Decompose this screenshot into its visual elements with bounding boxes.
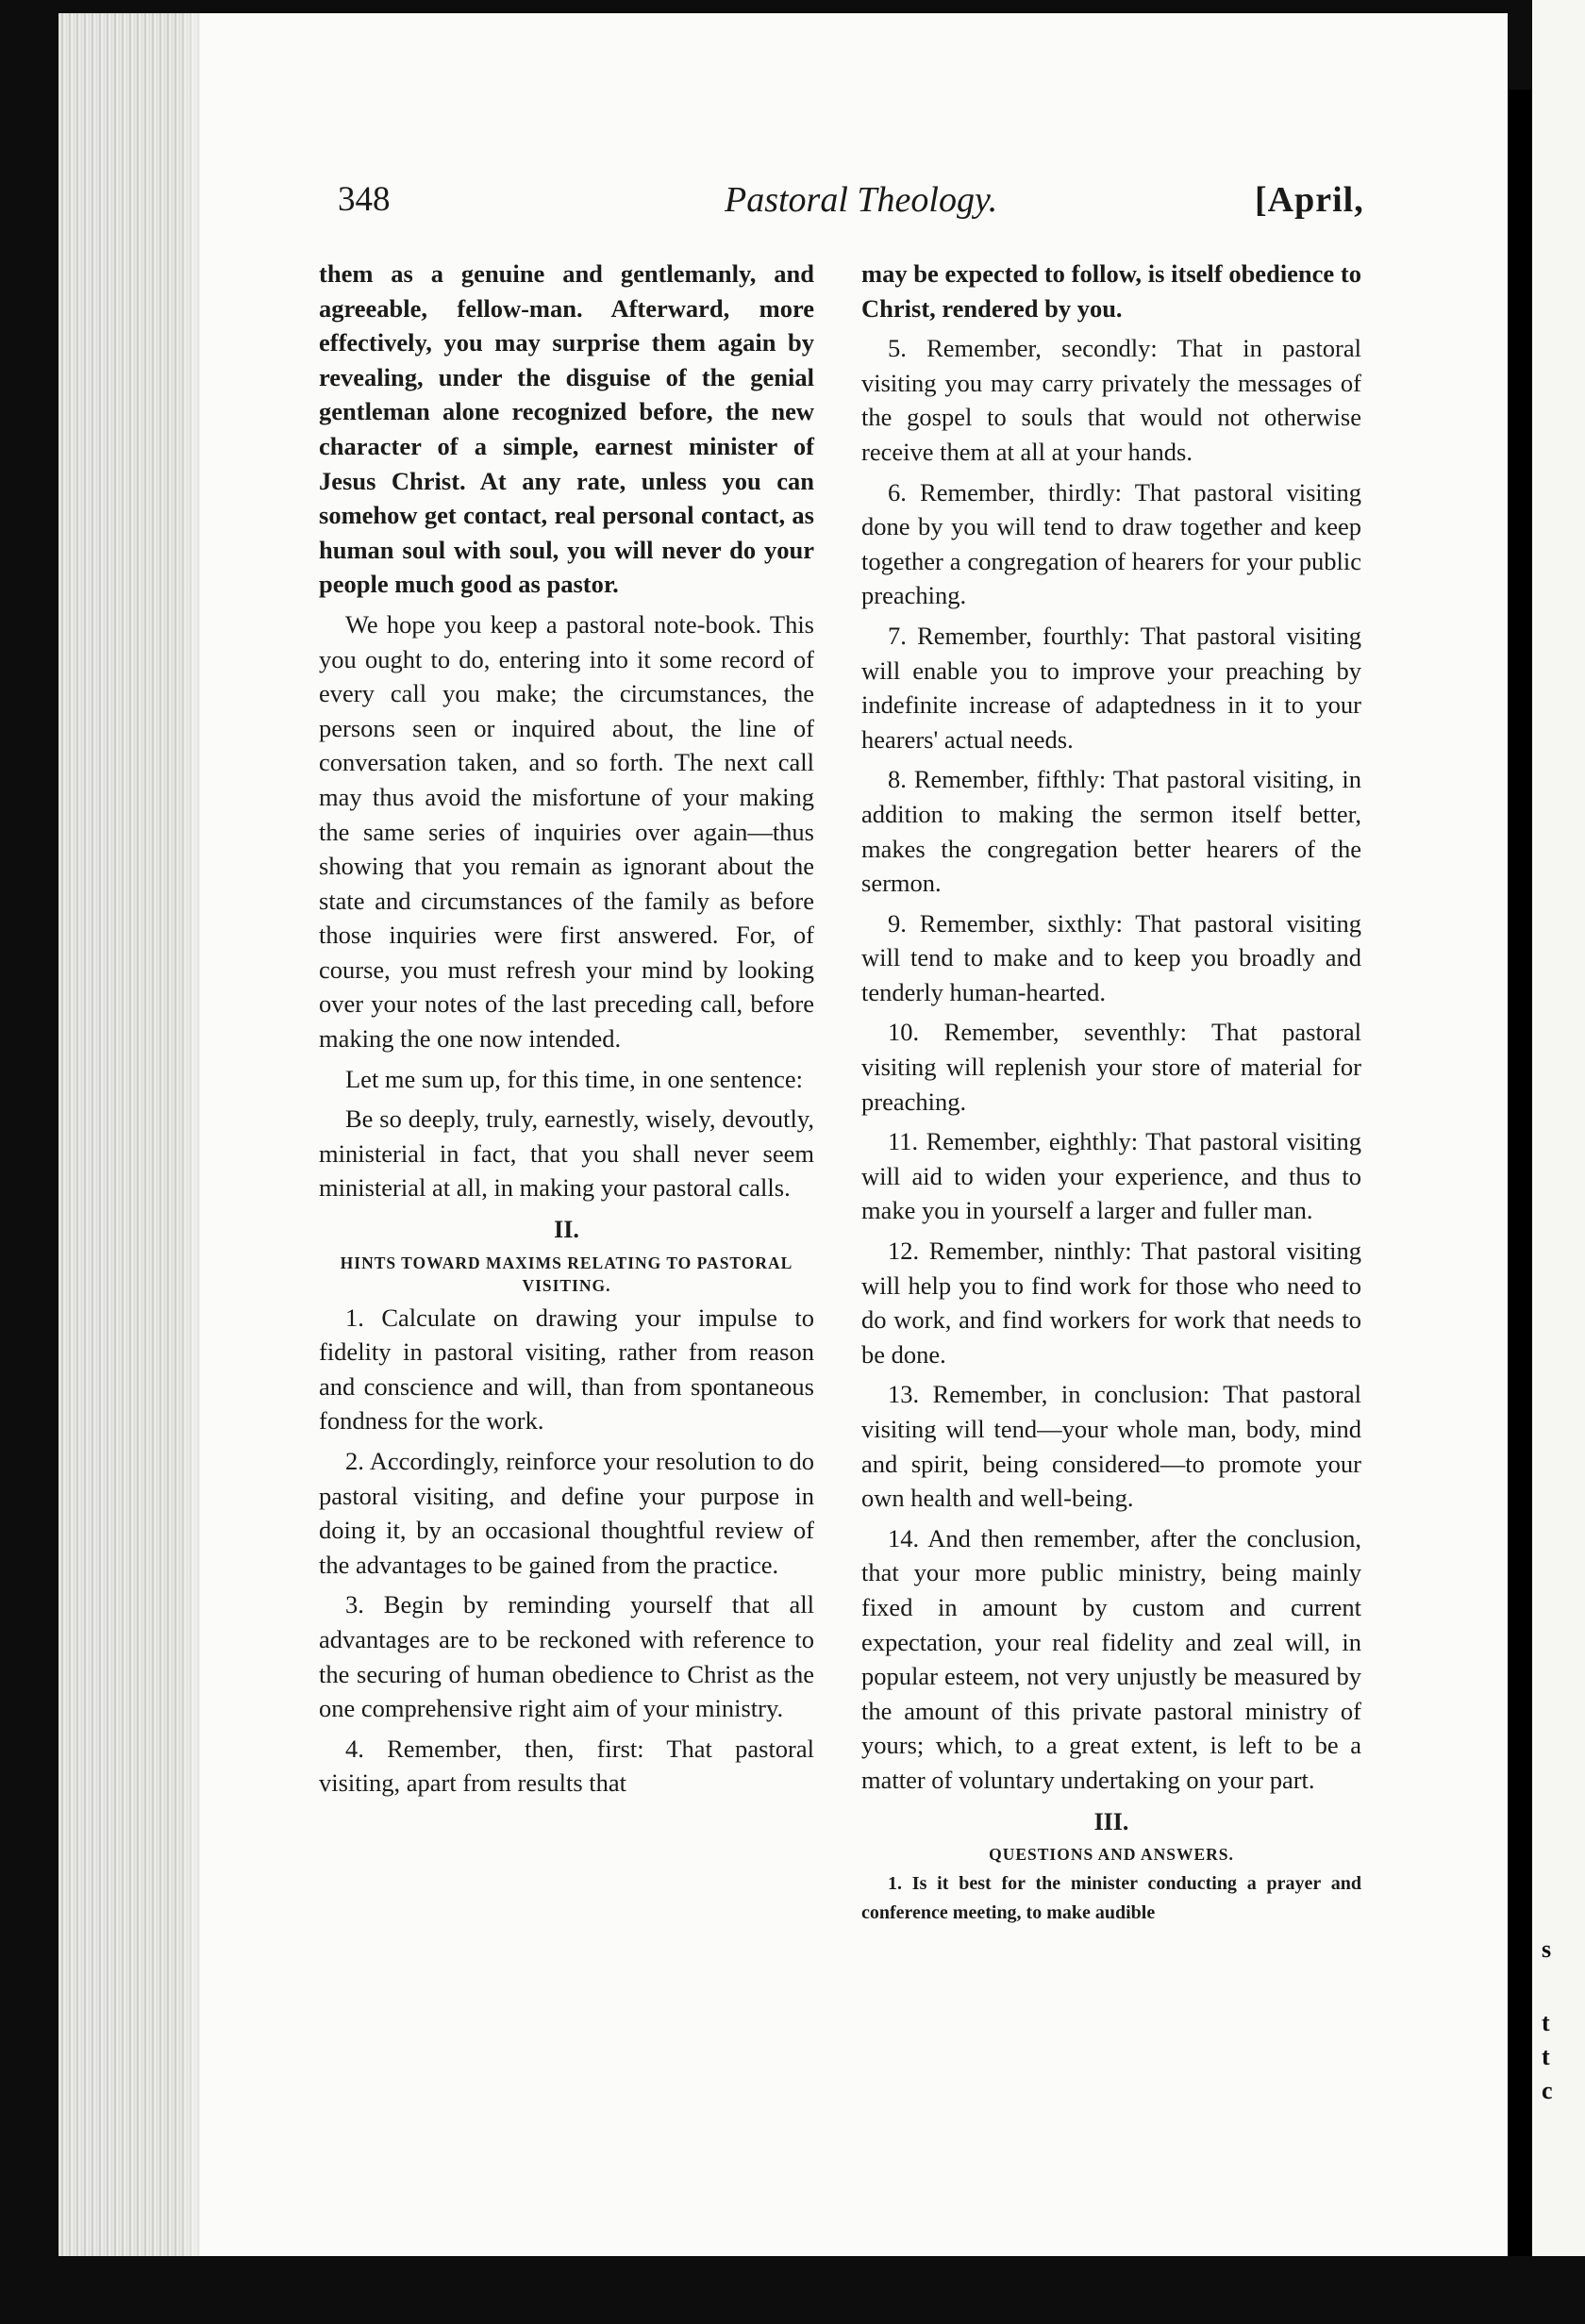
question: 1. Is it best for the minister conducting a prayer and conference meeting, to make audible: [861, 1873, 1361, 1924]
facing-page-letter: s: [1542, 1935, 1552, 1963]
left-column: [319, 257, 814, 1801]
maxim: 2. Accordingly, reinforce your resolution to do pastoral visiting, and define your purpose in doing it, by an occasional thoughtful review of the advantages to be gained from the practice.: [319, 1447, 814, 1579]
maxim: 5. Remember, secondly: That in pastoral visiting you may carry privately the messages of the gospel to souls that would not otherwise receive them at all at your hands.: [861, 334, 1361, 466]
facing-page-letter: t: [1542, 2009, 1550, 2036]
paragraph: Be so deeply, truly, earnestly, wisely, devoutly, ministerial in fact, that you shall never seem ministerial at all, in making your pastoral calls.: [319, 1104, 814, 1203]
section-title: QUESTIONS AND ANSWERS.: [989, 1845, 1234, 1865]
section-number: II.: [554, 1216, 579, 1244]
facing-page-strip: [1532, 0, 1585, 2324]
right-column: [861, 257, 1361, 1928]
maxim: 6. Remember, thirdly: That pastoral visiting done by you will tend to draw together and keep together a congregation of hearers for your public preaching.: [861, 477, 1361, 610]
page-number: 348: [338, 180, 391, 219]
paragraph: Let me sum up, for this time, in one sentence:: [345, 1064, 803, 1093]
maxim: 7. Remember, fourthly: That pastoral visiting will enable you to improve your preaching by indefinite increase of adaptedness in it to your hearers' actual needs.: [861, 621, 1361, 754]
facing-page-letter: t: [1542, 2043, 1550, 2070]
maxim: 13. Remember, in conclusion: That pastoral visiting will tend—your whole man, body, mind and spirit, being considered—to promote your own health and well-being.: [861, 1380, 1361, 1513]
running-month: [April,: [1255, 180, 1364, 220]
book-spine: [1508, 90, 1532, 2259]
maxim: 12. Remember, ninthly: That pastoral visiting will help you to find work for those who need to do work, and find workers for work that needs to be done.: [861, 1237, 1361, 1369]
running-title: Pastoral Theology.: [725, 180, 998, 220]
maxim: 11. Remember, eighthly: That pastoral visiting will aid to widen your experience, and thus to make you in yourself a larger and fuller man.: [861, 1127, 1361, 1225]
maxim: 8. Remember, fifthly: That pastoral visiting, in addition to making the sermon itself better, makes the congregation better hearers of the sermon.: [861, 765, 1361, 898]
maxim: 10. Remember, seventhly: That pastoral visiting will replenish your store of material for preaching.: [861, 1018, 1361, 1116]
paragraph: We hope you keep a pastoral note-book. This you ought to do, entering into it some record of every call you make; the circumstances, the persons seen or inquired about, the line of conversation taken, and so forth. The next call may thus avoid the misfortune of your making the same series of inquiries over again—thus showing that you remain as ignorant about the state and circumstances of the family as before those inquiries were first answered. For, of course, you must refresh your mind by looking over your notes of the last preceding call, before making the one now intended.: [319, 609, 814, 1054]
section-title: HINTS TOWARD MAXIMS RELATING TO PASTORAL VISITING.: [340, 1253, 793, 1295]
maxim: 4. Remember, then, first: That pastoral visiting, apart from results that: [319, 1734, 814, 1798]
maxim: 3. Begin by reminding yourself that all advantages are to be reckoned with reference to the securing of human obedience to Christ as the one comprehensive right aim of your ministry.: [319, 1590, 814, 1723]
facing-page-letter: c: [1542, 2077, 1553, 2104]
maxim: 14. And then remember, after the conclusion, that your more public ministry, being mainly fixed in amount by custom and current expectation, your real fidelity and zeal will, in popular esteem, not very unjustly be measured by the amount of this private pastoral ministry of yours; which, to a great extent, is left to be a matter of voluntary undertaking on your part.: [861, 1523, 1361, 1794]
maxim: 1. Calculate on drawing your impulse to fidelity in pastoral visiting, rather from reason and conscience and will, than from spontaneous fondness for the work.: [319, 1303, 814, 1436]
section-number: III.: [1093, 1807, 1129, 1835]
maxim-continued: may be expected to follow, is itself obedience to Christ, rendered by you.: [861, 259, 1361, 323]
maxim: 9. Remember, sixthly: That pastoral visiting will tend to make and to keep you broadly and tenderly human-hearted.: [861, 908, 1361, 1006]
scan-bottom-border: [0, 2256, 1585, 2324]
paragraph: them as a genuine and gentlemanly, and agreeable, fellow-man. Afterward, more effectively, you may surprise them again by revealing, under the disguise of the genial gentleman alone recognized before, the new character of a simple, earnest minister of Jesus Christ. At any rate, unless you can somehow get contact, real personal contact, as human soul with soul, you will never do your people much good as pastor.: [319, 259, 814, 599]
page-edge-fade: [179, 13, 217, 2256]
